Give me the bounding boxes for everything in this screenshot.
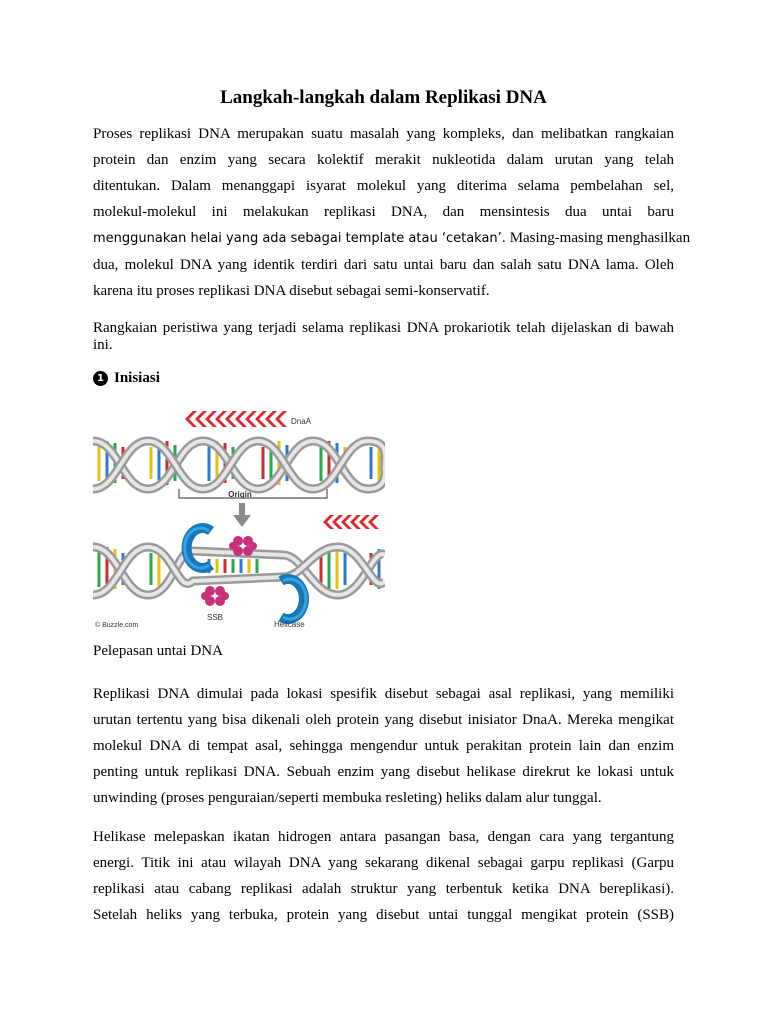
ssb-cluster-bottom <box>201 586 229 606</box>
text-line: ditentukan. Dalam menanggapi isyarat molekul yang diterima selama pembelahan sel, <box>93 178 674 194</box>
dnaa-arrow-band <box>185 411 287 427</box>
text-line: molekul DNA di tempat asal, sehingga mengendur untuk perakitan protein lain dan enzim <box>93 738 674 754</box>
text-line: penting untuk replikasi DNA. Sebuah enzim yang disebut helikase direkrut ke lokasi untuk <box>93 764 674 780</box>
step-heading-inisiasi <box>93 370 160 387</box>
text-line: protein dan enzim yang secara kolektif merakit nukleotida dalam urutan yang telah <box>93 152 674 168</box>
paragraph-sequence <box>93 320 674 354</box>
label-origin: Origin <box>228 490 252 499</box>
figure-caption: Pelepasan untai DNA <box>93 643 223 659</box>
text-line: Setelah heliks yang terbuka, protein yang disebut untai tunggal mengikat protein (SSB) <box>93 907 674 923</box>
text-line: ini. <box>93 337 113 353</box>
label-dnaa: DnaA <box>291 417 312 426</box>
text-line: urutan tertentu yang bisa dikenali oleh protein yang disebut inisiator DnaA. Mereka mengikat <box>93 712 674 728</box>
label-helicase: Helicase <box>274 620 305 629</box>
paragraph-intro <box>93 121 691 304</box>
arrow-band-right <box>323 515 379 529</box>
text-run-sans: menggunakan helai yang ada sebagai template atau ‘cetakan’. <box>93 231 506 246</box>
top-dna-helix <box>93 441 385 489</box>
text-line: Rangkaian peristiwa yang terjadi selama replikasi DNA prokariotik telah dijelaskan di bawah <box>93 320 674 336</box>
text-line-mixed <box>93 225 691 252</box>
text-line: unwinding (proses penguraian/seperti membuka resleting) heliks dalam alur tunggal. <box>93 790 602 806</box>
paragraph-helicase <box>93 824 674 928</box>
down-arrow <box>233 503 251 527</box>
step-label: Inisiasi <box>114 370 160 386</box>
step-number-badge: 1 <box>93 371 108 386</box>
text-line: Helikase melepaskan ikatan hidrogen antara pasangan basa, dengan cara yang tergantung <box>93 829 674 845</box>
text-line: energi. Titik ini atau wilayah DNA yang sekarang dikenal sebagai garpu replikasi (Garpu <box>93 855 674 871</box>
label-copyright: © Buzzle.com <box>95 622 139 629</box>
label-ssb: SSB <box>207 613 224 622</box>
text-line: Proses replikasi DNA merupakan suatu masalah yang kompleks, dan melibatkan rangkaian <box>93 126 674 142</box>
text-run-serif: Masing-masing menghasilkan <box>505 230 691 246</box>
page-title: Langkah-langkah dalam Replikasi DNA <box>220 87 547 108</box>
text-line: dua, molekul DNA yang identik terdiri dari satu untai baru dan salah satu DNA lama. Oleh <box>93 257 674 273</box>
dna-replication-figure <box>93 405 385 631</box>
text-line: karena itu proses replikasi DNA disebut sebagai semi-konservatif. <box>93 283 490 299</box>
helicase-ring-right <box>281 579 306 619</box>
text-line: replikasi atau cabang replikasi adalah struktur yang terbentuk ketika DNA bereplikasi). <box>93 881 674 897</box>
text-line: molekul-molekul ini melakukan replikasi DNA, dan mensintesis dua untai baru <box>93 204 674 220</box>
text-line: Replikasi DNA dimulai pada lokasi spesifik disebut sebagai asal replikasi, yang memiliki <box>93 686 674 702</box>
paragraph-initiation <box>93 681 674 811</box>
